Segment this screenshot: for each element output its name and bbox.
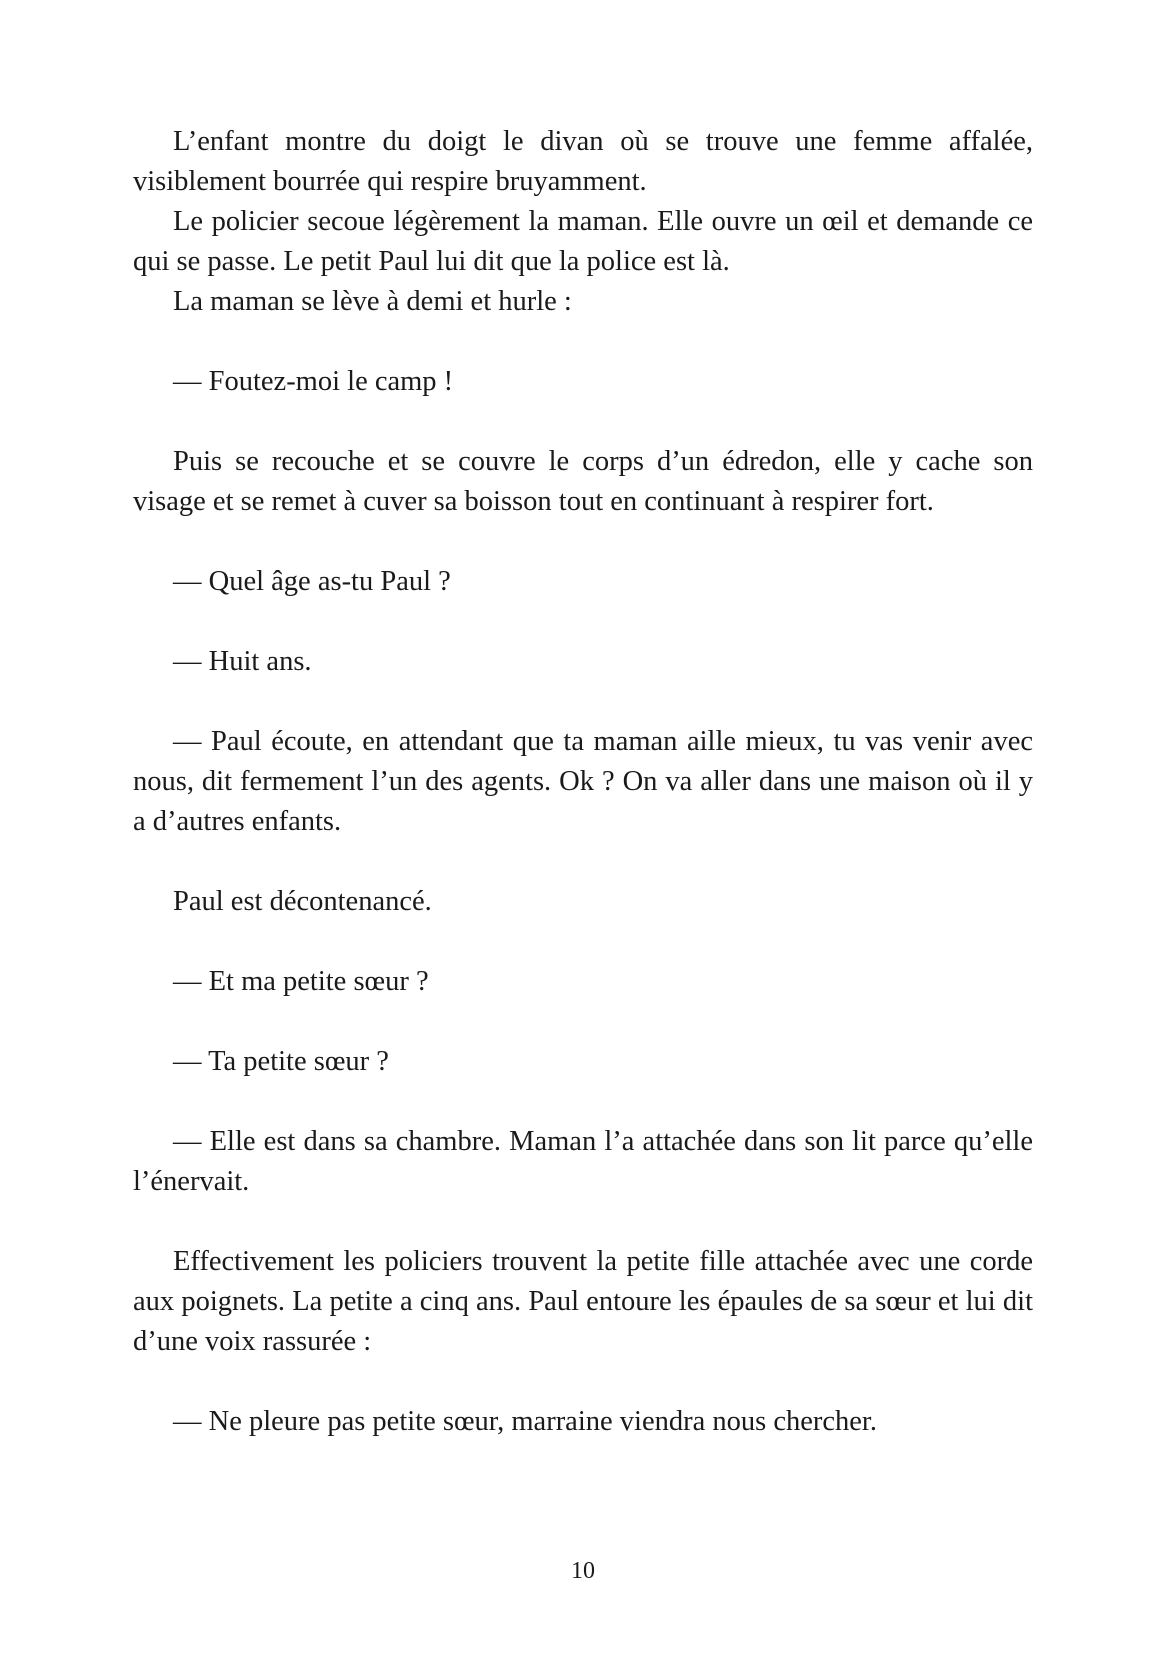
dialogue-line: — Ne pleure pas petite sœur, marraine viendra nous chercher. [173, 1406, 877, 1437]
page-body [133, 122, 1033, 1442]
paragraph: Effectivement les policiers trouvent la petite fille attachée avec une corde aux poignets. La petite a cinq ans. Paul entoure les épaules de sa sœur et lui dit d’une voix rassurée : [133, 1246, 1033, 1357]
paragraph: Paul est décontenancé. [173, 886, 432, 917]
paragraph: La maman se lève à demi et hurle : [173, 286, 572, 317]
dialogue-line: — Et ma petite sœur ? [173, 966, 429, 997]
paragraph: Puis se recouche et se couvre le corps d’un édredon, elle y cache son visage et se remet à cuver sa boisson tout en continuant à respirer fort. [133, 446, 1033, 517]
dialogue-line: — Quel âge as-tu Paul ? [173, 566, 451, 597]
dialogue-line: — Ta petite sœur ? [173, 1046, 389, 1077]
page-number: 10 [571, 1558, 595, 1584]
dialogue-line: — Paul écoute, en attendant que ta maman aille mieux, tu vas venir avec nous, dit fermement l’un des agents. Ok ? On va aller dans une maison où il y a d’autres enfants. [133, 726, 1033, 837]
dialogue-line: — Elle est dans sa chambre. Maman l’a attachée dans son lit parce qu’elle l’énervait. [133, 1126, 1033, 1197]
paragraph: L’enfant montre du doigt le divan où se trouve une femme affalée, visiblement bourrée qui respire bruyamment. [133, 126, 1033, 197]
dialogue-line: — Foutez-moi le camp ! [173, 366, 454, 397]
paragraph: Le policier secoue légèrement la maman. Elle ouvre un œil et demande ce qui se passe. Le petit Paul lui dit que la police est là. [133, 206, 1033, 277]
dialogue-line: — Huit ans. [173, 646, 312, 677]
